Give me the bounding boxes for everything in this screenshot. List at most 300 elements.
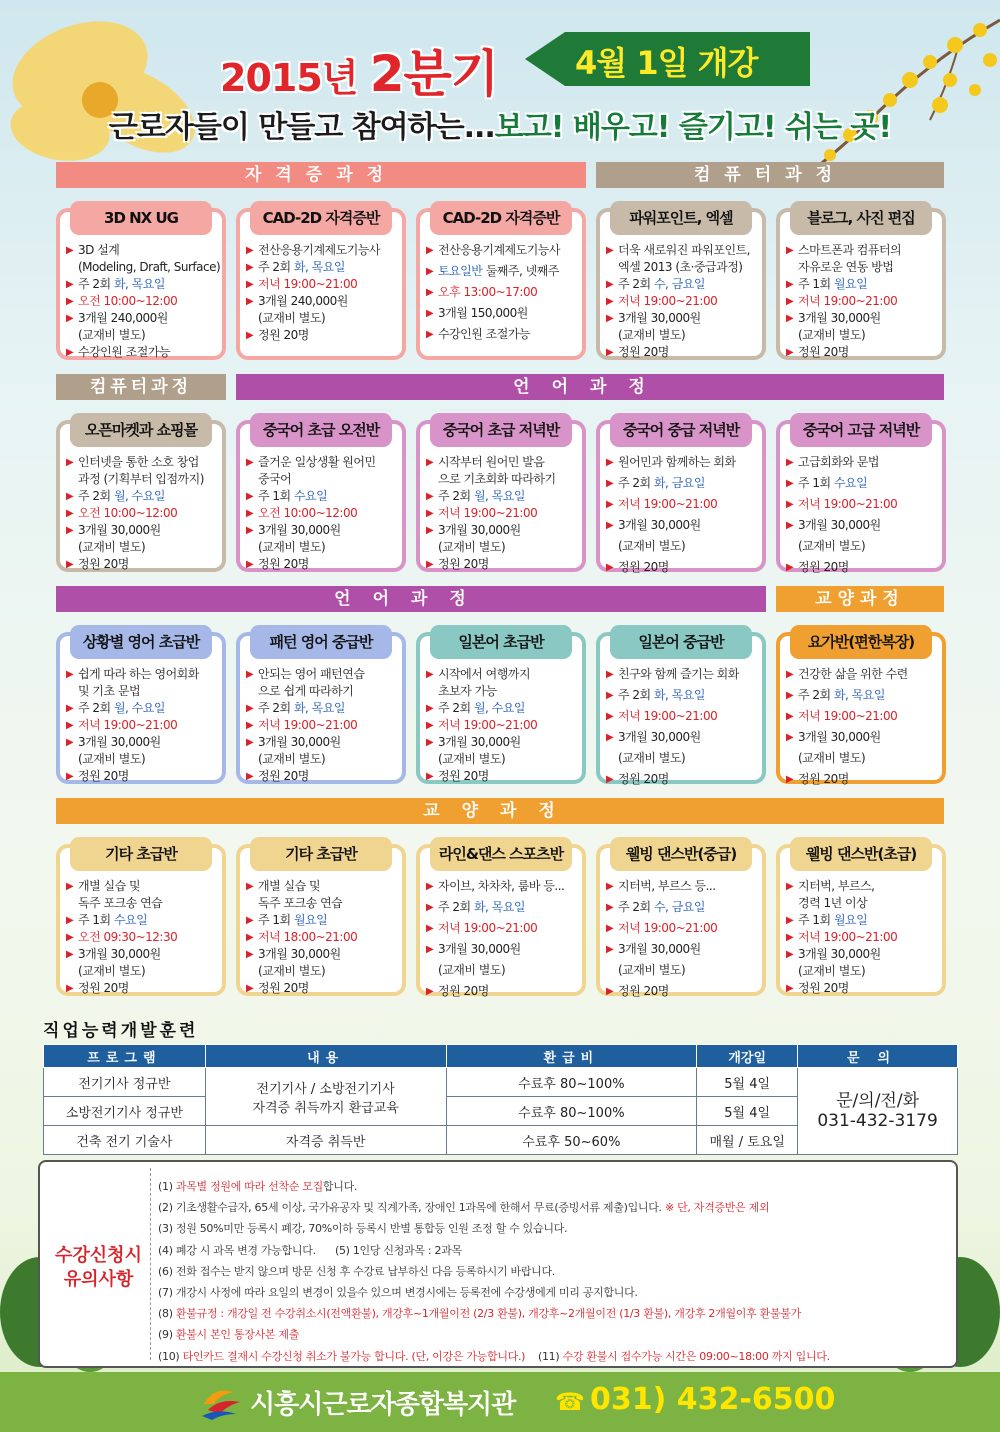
course-days: 화, 목요일 <box>293 260 345 274</box>
course-detail-line <box>66 768 218 785</box>
course-title: 요가반(편한복장) <box>790 625 932 659</box>
course-detail-text: 전산응용기계제도기능사 <box>258 243 381 257</box>
section-culture: 교양과정 <box>776 586 944 612</box>
course-detail-text: (교재비 별도) <box>618 963 686 977</box>
bullet-triangle-icon: ▶ <box>246 949 254 960</box>
bullet-triangle-icon: ▶ <box>606 520 614 531</box>
contact-cell <box>798 1068 958 1155</box>
course-detail-line <box>786 293 938 310</box>
course-title: 웰빙 댄스반(초급) <box>790 837 932 871</box>
bullet-triangle-icon: ▶ <box>786 499 794 510</box>
bullet-triangle-icon: ▶ <box>66 347 74 358</box>
course-detail-text: (교재비 별도) <box>798 964 866 978</box>
bullet-triangle-icon: ▶ <box>246 669 254 680</box>
course-detail-text: 정원 20명 <box>798 560 849 574</box>
course-title: 일본어 초급반 <box>430 625 572 659</box>
course-detail-line <box>606 729 758 746</box>
bullet-triangle-icon: ▶ <box>426 245 434 256</box>
course-detail-text: 저녁 19:00~21:00 <box>258 277 358 291</box>
course-detail-line <box>786 454 938 471</box>
course-detail-line <box>426 768 578 785</box>
bullet-triangle-icon: ▶ <box>246 525 254 536</box>
course-detail-text: 정원 20명 <box>798 981 849 995</box>
course-detail-line <box>606 559 758 576</box>
bullet-triangle-icon <box>786 327 798 344</box>
course-detail-line <box>66 522 218 539</box>
bullet-triangle-icon <box>606 750 618 767</box>
bullet-triangle-icon: ▶ <box>426 703 434 714</box>
bullet-triangle-icon: ▶ <box>426 491 434 502</box>
course-detail-text: 3D 설계 <box>78 243 120 257</box>
course-detail-text: 과정 (기획부터 입점까지) <box>78 472 204 486</box>
course-days: 수요일 <box>833 476 868 490</box>
course-detail-line <box>606 310 758 327</box>
course-detail-line <box>66 242 218 259</box>
bullet-triangle-icon <box>246 963 258 980</box>
course-detail-line <box>606 708 758 725</box>
program-cell: 건축 전기 기술사 <box>44 1126 206 1155</box>
bullet-triangle-icon: ▶ <box>66 932 74 943</box>
course-detail-line <box>606 983 758 1000</box>
bullet-triangle-icon: ▶ <box>606 944 614 955</box>
course-detail-line <box>246 683 398 700</box>
course-detail-line <box>606 666 758 683</box>
course-detail-line <box>606 475 758 492</box>
training-table <box>43 1044 958 1155</box>
course-card <box>776 632 946 784</box>
course-detail-text: 정원 20명 <box>438 557 489 571</box>
course-detail-text: (교재비 별도) <box>78 964 146 978</box>
course-days: 월요일 <box>833 913 868 927</box>
course-detail-line <box>66 980 218 997</box>
course-detail-line <box>426 284 578 301</box>
section-language-2: 언어과정 <box>56 586 766 612</box>
course-detail-text: 원어민과 함께하는 회화 <box>618 455 736 469</box>
bullet-triangle-icon <box>426 751 438 768</box>
notice-item: (1) 과목별 정원에 따라 선착순 모집합니다. <box>158 1180 358 1193</box>
course-card <box>776 420 946 572</box>
bullet-triangle-icon: ▶ <box>786 313 794 324</box>
bullet-triangle-icon: ▶ <box>66 525 74 536</box>
course-detail-text: 저녁 19:00~21:00 <box>438 718 538 732</box>
table-header: 개강일 <box>697 1045 798 1068</box>
course-detail-line <box>426 878 578 895</box>
bullet-triangle-icon: ▶ <box>786 711 794 722</box>
bullet-triangle-icon: ▶ <box>246 559 254 570</box>
bullet-triangle-icon: ▶ <box>246 245 254 256</box>
course-detail-text: 주 2회 화, 목요일 <box>798 688 885 702</box>
course-detail-text: (교재비 별도) <box>78 540 146 554</box>
course-days: 화, 목요일 <box>653 688 705 702</box>
bullet-triangle-icon: ▶ <box>66 720 74 731</box>
course-detail-text: 3개월 30,000원 <box>618 730 701 744</box>
bullet-triangle-icon: ▶ <box>606 669 614 680</box>
course-days: 수요일 <box>113 913 148 927</box>
course-detail-line <box>786 259 938 276</box>
course-detail-text: 정원 20명 <box>618 984 669 998</box>
course-title: 3D NX UG <box>70 201 212 235</box>
program-cell: 소방전기기사 정규반 <box>44 1097 206 1126</box>
course-card <box>56 844 226 996</box>
bullet-triangle-icon <box>246 751 258 768</box>
course-detail-text: 정원 20명 <box>618 345 669 359</box>
course-card <box>416 844 586 996</box>
bullet-triangle-icon: ▶ <box>606 279 614 290</box>
course-detail-line <box>606 327 758 344</box>
course-days: 월, 수요일 <box>473 701 525 715</box>
bullet-triangle-icon <box>66 471 78 488</box>
course-detail-text: 주 1회 월요일 <box>258 913 328 927</box>
course-title: 패턴 영어 중급반 <box>250 625 392 659</box>
course-detail-line <box>786 327 938 344</box>
start-cell: 5월 4일 <box>697 1068 798 1097</box>
bullet-triangle-icon: ▶ <box>426 287 434 298</box>
course-detail-line <box>606 344 758 361</box>
table-header: 환급비 <box>446 1045 697 1068</box>
bullet-triangle-icon: ▶ <box>246 330 254 341</box>
course-detail-line <box>246 768 398 785</box>
bullet-triangle-icon: ▶ <box>66 245 74 256</box>
bullet-triangle-icon: ▶ <box>786 774 794 785</box>
course-detail-text: 친구와 함께 즐기는 회화 <box>618 667 739 681</box>
bullet-triangle-icon <box>66 327 78 344</box>
course-detail-text: 시작에서 여행까지 <box>438 667 531 681</box>
course-detail-line <box>606 962 758 979</box>
course-detail-line <box>66 751 218 768</box>
table-header: 프로그램 <box>44 1045 206 1068</box>
course-card <box>596 844 766 996</box>
course-title: 중국어 초급 오전반 <box>250 413 392 447</box>
bullet-triangle-icon <box>606 259 618 276</box>
notice-item: (8) 환불규정 : 개강일 전 수강취소시(전액환불), 개강후~1개월이전 (2/3 환불), 개강후~2개월이전 (1/3 환불), 개강후 2개월이후 환불불가 <box>158 1307 801 1321</box>
course-detail-line <box>66 454 218 471</box>
notice-item: (10) 타인카드 결재시 수강신청 취소가 불가능 합니다. (단, 이강은 가능합니다.) (11) 수강 환불시 접수가능 시간은 09:00~18:00 까지 입니다. <box>158 1349 830 1363</box>
course-detail-line <box>246 912 398 929</box>
course-detail-line <box>606 920 758 937</box>
course-card <box>416 632 586 784</box>
course-detail-text: 주 2회 월, 수요일 <box>78 489 165 503</box>
footer <box>0 1372 1000 1432</box>
course-detail-line <box>786 666 938 683</box>
course-title: 라인&댄스 스포츠반 <box>430 837 572 871</box>
bullet-triangle-icon: ▶ <box>246 296 254 307</box>
course-detail-line <box>786 729 938 746</box>
course-detail-line <box>786 771 938 788</box>
bullet-triangle-icon: ▶ <box>246 508 254 519</box>
bullet-triangle-icon <box>246 895 258 912</box>
course-card <box>596 420 766 572</box>
course-detail-line <box>606 293 758 310</box>
phone-icon: ☎ <box>555 1388 585 1416</box>
course-detail-line <box>606 517 758 534</box>
course-detail-line <box>66 276 218 293</box>
course-detail-line <box>606 538 758 555</box>
course-detail-text: 주 1회 수요일 <box>78 913 148 927</box>
course-details <box>246 878 398 997</box>
bullet-triangle-icon: ▶ <box>786 347 794 358</box>
course-detail-line <box>426 751 578 768</box>
bullet-triangle-icon: ▶ <box>606 347 614 358</box>
course-title: CAD-2D 자격증반 <box>250 201 392 235</box>
course-detail-text: (교재비 별도) <box>78 328 146 342</box>
course-detail-line <box>246 700 398 717</box>
course-days: 수, 금요일 <box>653 900 705 914</box>
course-detail-line <box>426 899 578 916</box>
bullet-triangle-icon: ▶ <box>426 902 434 913</box>
bullet-triangle-icon: ▶ <box>606 313 614 324</box>
course-detail-line <box>606 941 758 958</box>
bullet-triangle-icon: ▶ <box>606 902 614 913</box>
course-title: 중국어 고급 저녁반 <box>790 413 932 447</box>
course-detail-text: 3개월 30,000원 <box>618 942 701 956</box>
course-detail-text: 고급회화와 문법 <box>798 455 879 469</box>
course-title: 기타 초급반 <box>250 837 392 871</box>
course-detail-line <box>426 454 578 471</box>
bullet-triangle-icon: ▶ <box>426 737 434 748</box>
course-detail-text: 저녁 19:00~21:00 <box>618 497 718 511</box>
bullet-triangle-icon: ▶ <box>606 478 614 489</box>
bullet-triangle-icon <box>66 963 78 980</box>
course-detail-text: 저녁 18:00~21:00 <box>258 930 358 944</box>
bullet-triangle-icon <box>66 539 78 556</box>
course-detail-line <box>426 471 578 488</box>
bullet-triangle-icon: ▶ <box>786 915 794 926</box>
course-detail-line <box>66 344 218 361</box>
course-detail-text: 더욱 새로워진 파워포인트, <box>618 243 750 257</box>
bullet-triangle-icon: ▶ <box>606 690 614 701</box>
course-detail-text: 주 1회 월요일 <box>798 277 868 291</box>
bullet-triangle-icon: ▶ <box>606 881 614 892</box>
course-detail-line <box>66 471 218 488</box>
divider <box>150 1168 151 1360</box>
subtitle-main: 근로자들이 만들고 참여하는... <box>108 110 495 145</box>
bullet-triangle-icon <box>426 471 438 488</box>
course-detail-line <box>606 878 758 895</box>
course-title: 일본어 중급반 <box>610 625 752 659</box>
bullet-triangle-icon: ▶ <box>246 491 254 502</box>
bullet-triangle-icon <box>66 259 78 276</box>
course-detail-text: 및 기초 문법 <box>78 684 141 698</box>
course-detail-line <box>66 259 221 276</box>
course-card <box>776 844 946 996</box>
course-title: 오픈마켓과 쇼핑몰 <box>70 413 212 447</box>
course-detail-text: 저녁 19:00~21:00 <box>258 718 358 732</box>
course-detail-line <box>246 717 398 734</box>
bullet-triangle-icon: ▶ <box>426 923 434 934</box>
course-detail-text: 즐거운 일상생활 원어민 <box>258 455 376 469</box>
course-title: 중국어 초급 저녁반 <box>430 413 572 447</box>
course-detail-line <box>246 471 398 488</box>
course-detail-text: 오후 13:00~17:00 <box>438 285 538 299</box>
bullet-triangle-icon: ▶ <box>66 703 74 714</box>
course-days: 화, 목요일 <box>113 277 165 291</box>
bullet-triangle-icon <box>246 310 258 327</box>
course-detail-text: 주 2회 수, 금요일 <box>618 900 705 914</box>
course-title: 웰빙 댄스반(중급) <box>610 837 752 871</box>
course-detail-line <box>66 327 218 344</box>
course-detail-text: 3개월 30,000원 <box>78 947 161 961</box>
course-detail-text: 정원 20명 <box>618 560 669 574</box>
course-days: 월, 수요일 <box>113 489 165 503</box>
content-cell <box>205 1068 446 1126</box>
course-detail-line <box>426 539 578 556</box>
course-days: 월, 수요일 <box>113 701 165 715</box>
refund-cell: 수료후 80~100% <box>446 1068 697 1097</box>
bullet-triangle-icon: ▶ <box>606 562 614 573</box>
notice-item: (3) 정원 50%미만 등록시 폐강, 70%이하 등록시 반별 통합등 인원 조정 할 수 있습니다. <box>158 1222 568 1236</box>
course-details <box>66 454 218 573</box>
course-detail-line <box>426 683 578 700</box>
course-detail-line <box>426 488 578 505</box>
table-header: 내용 <box>205 1045 446 1068</box>
course-detail-line <box>786 708 938 725</box>
course-detail-text: 주 2회 화, 목요일 <box>78 277 165 291</box>
course-detail-line <box>786 276 938 293</box>
course-detail-text: 3개월 30,000원 <box>798 947 881 961</box>
course-detail-text: (교재비 별도) <box>258 311 326 325</box>
course-detail-line <box>246 454 398 471</box>
bullet-triangle-icon <box>246 471 258 488</box>
course-detail-text: 초보자 가능 <box>438 684 497 698</box>
content-text: 자격증 취득까지 환급교육 <box>252 1100 399 1116</box>
notice-list <box>158 1176 948 1367</box>
subtitle-highlight: 보고! 배우고! 즐기고! 쉬는 곳! <box>494 110 892 145</box>
course-detail-line <box>786 687 938 704</box>
course-detail-line <box>426 263 578 280</box>
course-detail-text: 저녁 19:00~21:00 <box>618 709 718 723</box>
course-detail-text: 저녁 19:00~21:00 <box>798 709 898 723</box>
course-detail-line <box>426 505 578 522</box>
course-detail-text: (교재비 별도) <box>438 540 506 554</box>
bullet-triangle-icon: ▶ <box>246 737 254 748</box>
notice-item: (4) 폐강 시 과목 변경 가능합니다. (5) 1인당 신청과목 : 2과목 <box>158 1243 462 1257</box>
bullet-triangle-icon: ▶ <box>786 457 794 468</box>
bullet-triangle-icon: ▶ <box>786 562 794 573</box>
course-detail-text: 정원 20명 <box>258 328 309 342</box>
course-detail-text: 주 2회 화, 목요일 <box>438 900 525 914</box>
content-text: 전기기사 / 소방전기기사 <box>256 1081 395 1097</box>
course-detail-text: 정원 20명 <box>438 984 489 998</box>
bullet-triangle-icon: ▶ <box>606 296 614 307</box>
course-detail-line <box>246 539 398 556</box>
bullet-triangle-icon <box>786 750 798 767</box>
course-detail-text: 시작부터 원어민 발음 <box>438 455 545 469</box>
course-title: 중국어 중급 저녁반 <box>610 413 752 447</box>
course-detail-line <box>246 242 398 259</box>
bullet-triangle-icon: ▶ <box>606 986 614 997</box>
bullet-triangle-icon <box>606 962 618 979</box>
bullet-triangle-icon: ▶ <box>786 949 794 960</box>
bullet-triangle-icon <box>606 327 618 344</box>
course-detail-line <box>786 517 938 534</box>
course-detail-line <box>66 929 218 946</box>
course-detail-line <box>66 293 218 310</box>
course-detail-line <box>66 895 218 912</box>
course-detail-line <box>606 750 758 767</box>
course-card <box>56 420 226 572</box>
course-detail-text: 3개월 240,000원 <box>258 294 348 308</box>
notice-item: (6) 전화 접수는 받지 않으며 방문 신청 후 수강료 납부하신 다음 등록하시기 바랍니다. <box>158 1264 555 1278</box>
course-days: 화, 목요일 <box>833 688 885 702</box>
section-culture-2: 교양과정 <box>56 798 944 824</box>
course-detail-line <box>66 539 218 556</box>
title-year: 2015년 <box>220 56 358 100</box>
course-detail-line <box>246 327 398 344</box>
course-detail-line <box>426 556 578 573</box>
course-detail-line <box>786 946 938 963</box>
bullet-triangle-icon: ▶ <box>426 986 434 997</box>
course-details <box>786 878 938 997</box>
course-detail-line <box>246 878 398 895</box>
bullet-triangle-icon: ▶ <box>246 983 254 994</box>
course-detail-text: 으로 쉽게 따라하기 <box>258 684 354 698</box>
course-detail-line <box>786 895 938 912</box>
course-detail-line <box>66 310 218 327</box>
course-detail-line <box>606 687 758 704</box>
bullet-triangle-icon: ▶ <box>246 703 254 714</box>
bullet-triangle-icon: ▶ <box>786 669 794 680</box>
bullet-triangle-icon: ▶ <box>66 296 74 307</box>
course-detail-line <box>606 259 758 276</box>
bullet-triangle-icon <box>786 963 798 980</box>
notice-item: (9) 환불시 본인 통장사본 제출 <box>158 1328 300 1342</box>
course-detail-line <box>786 912 938 929</box>
bullet-triangle-icon: ▶ <box>606 499 614 510</box>
bullet-triangle-icon <box>246 539 258 556</box>
bullet-triangle-icon: ▶ <box>786 520 794 531</box>
bullet-triangle-icon <box>786 895 798 912</box>
course-details <box>426 454 578 573</box>
center-logo-icon <box>200 1384 244 1420</box>
course-detail-line <box>66 505 218 522</box>
course-days: 월요일 <box>833 277 868 291</box>
course-detail-text: 전산응용기계제도기능사 <box>438 243 561 257</box>
course-days: 월요일 <box>293 913 328 927</box>
course-detail-text: 주 2회 수, 금요일 <box>618 277 705 291</box>
refund-cell: 수료후 80~100% <box>446 1097 697 1126</box>
course-detail-text: 3개월 30,000원 <box>78 735 161 749</box>
bullet-triangle-icon: ▶ <box>786 932 794 943</box>
course-details <box>246 242 398 344</box>
bullet-triangle-icon: ▶ <box>426 525 434 536</box>
course-detail-text: 3개월 30,000원 <box>438 942 521 956</box>
course-detail-text: 주 2회 월, 수요일 <box>78 701 165 715</box>
course-detail-line <box>426 700 578 717</box>
start-cell: 5월 4일 <box>697 1097 798 1126</box>
course-days: 화, 목요일 <box>473 900 525 914</box>
course-detail-text: 저녁 19:00~21:00 <box>438 921 538 935</box>
course-details <box>426 878 578 1000</box>
course-days: 수요일 <box>293 489 328 503</box>
course-detail-text: (교재비 별도) <box>798 751 866 765</box>
course-detail-line <box>246 310 398 327</box>
center-phone: 031) 432-6500 <box>590 1382 836 1417</box>
course-card <box>236 208 406 360</box>
course-detail-line <box>606 771 758 788</box>
course-detail-line <box>246 276 398 293</box>
course-detail-text: 경력 1년 이상 <box>798 896 868 910</box>
course-detail-line <box>786 559 938 576</box>
course-detail-text: 엑셀 2013 (초·중급과정) <box>618 260 743 274</box>
bullet-triangle-icon: ▶ <box>786 690 794 701</box>
bullet-triangle-icon: ▶ <box>66 457 74 468</box>
course-detail-line <box>786 475 938 492</box>
bullet-triangle-icon: ▶ <box>66 737 74 748</box>
bullet-triangle-icon: ▶ <box>246 881 254 892</box>
bullet-triangle-icon <box>246 683 258 700</box>
course-detail-line <box>246 963 398 980</box>
course-detail-text: 정원 20명 <box>258 981 309 995</box>
